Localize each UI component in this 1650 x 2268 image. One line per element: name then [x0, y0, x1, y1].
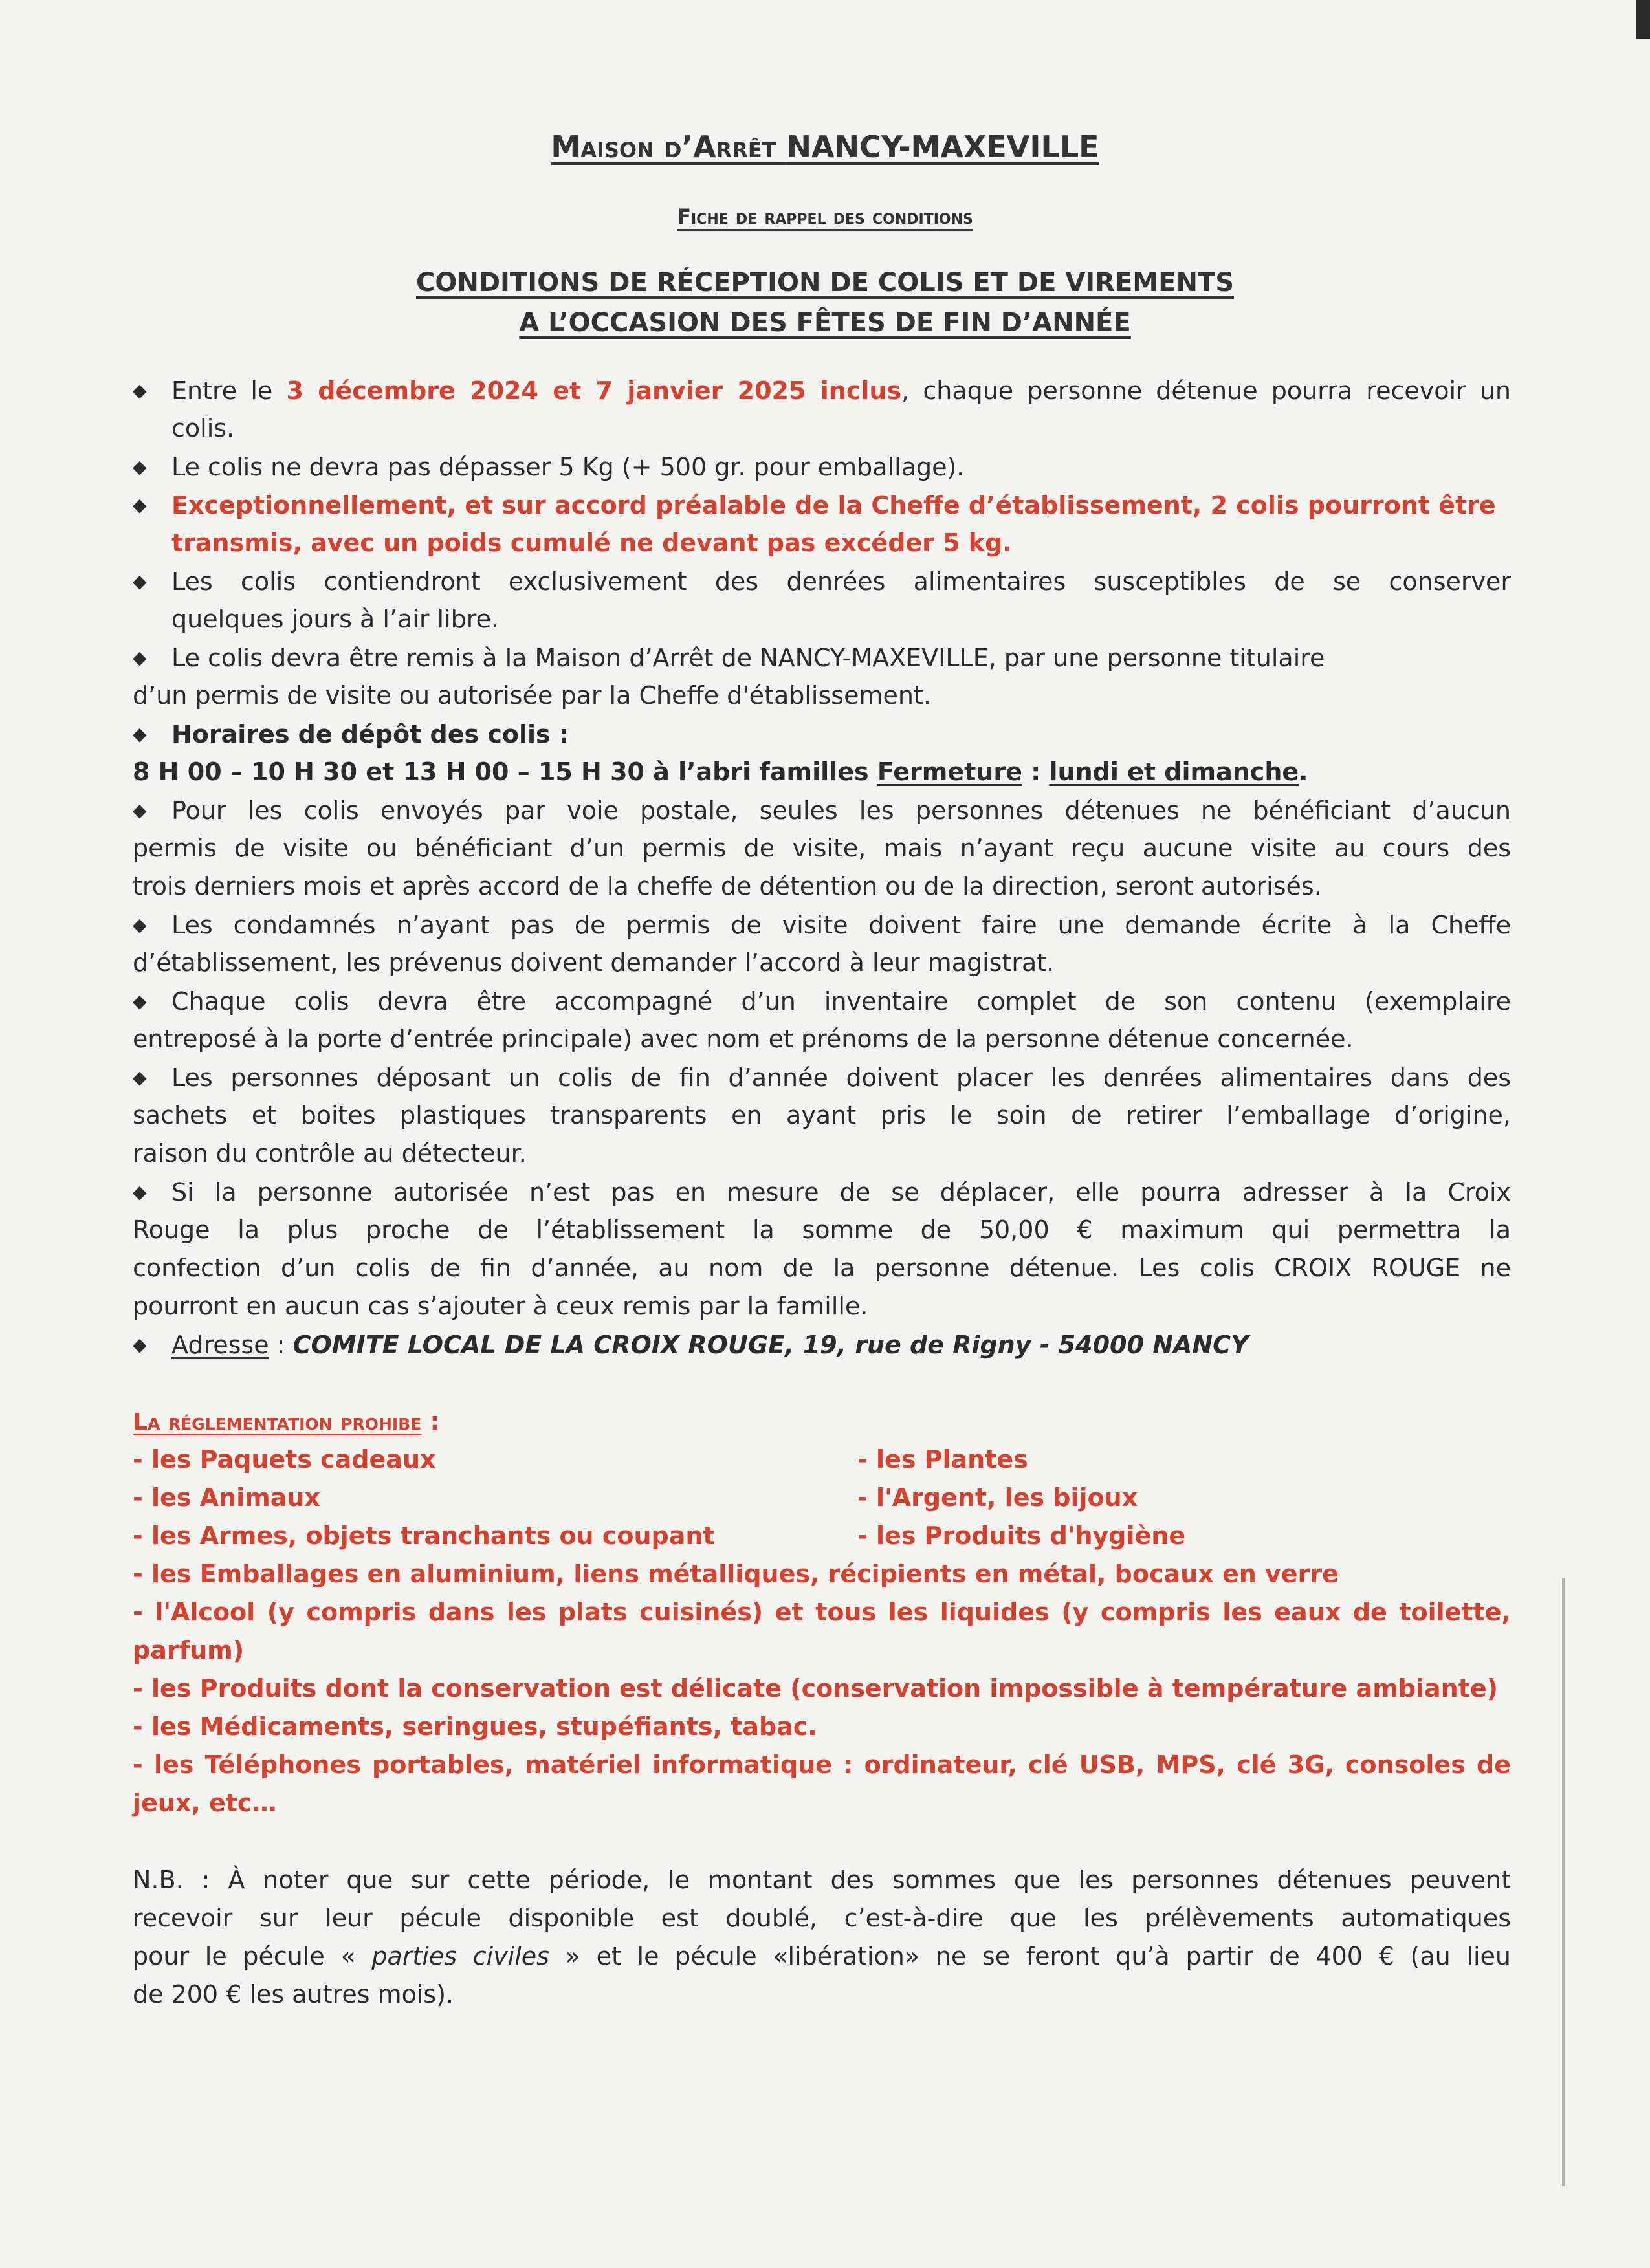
bullet-icon: ◆: [133, 1334, 147, 1355]
scan-edge: [1636, 0, 1650, 39]
list-item: jeux, etc…: [133, 1789, 277, 1817]
list-item: - les Paquets cadeaux - les Plantes: [133, 1445, 1028, 1474]
paragraph-exception: ◆ Exceptionnellement, et sur accord préalable de la Cheffe d’établissement, 2 colis pourront être transmis, avec un poids cumulé ne devant pas excéder 5 kg.: [133, 491, 1496, 557]
list-item: - les Emballages en aluminium, liens métalliques, récipients en métal, bocaux en verre: [133, 1560, 1339, 1588]
paragraph-delivery: ◆ Le colis devra être remis à la Maison d’Arrêt de NANCY-MAXEVILLE, par une personne titulaire d’un permis de visite ou autorisée par la Cheffe d'établissement.: [133, 638, 1511, 715]
bullet-icon: ◆: [133, 1067, 147, 1088]
list-item: - les Médicaments, seringues, stupéfiants, tabac.: [133, 1712, 817, 1741]
list-item: - les Produits dont la conservation est délicate (conservation impossible à température ambiante): [133, 1674, 1499, 1703]
list-item: - les Téléphones portables, matériel informatique : ordinateur, clé USB, MPS, clé 3G, consoles de: [133, 1750, 1511, 1779]
list-item: - l'Alcool (y compris dans les plats cuisinés) et tous les liquides (y compris les eaux de toilette,: [133, 1598, 1511, 1626]
section-heading: [0, 263, 1650, 343]
scan-artifact-line: [1562, 1578, 1565, 2186]
bullet-icon: ◆: [133, 647, 147, 668]
bullet-icon: ◆: [133, 723, 147, 745]
prohibited-title: La réglementation prohibe: [133, 1409, 422, 1435]
document-body: [133, 371, 1511, 2014]
paragraph-content: ◆ Les colis contiendront exclusivement des denrées alimentaires susceptibles de se conserver quelques jours à l’air libre.: [133, 567, 1511, 633]
list-item: - les Animaux - l'Argent, les bijoux: [133, 1483, 1138, 1512]
bullet-icon: ◆: [133, 1181, 147, 1203]
prohibited-section: La réglementation prohibe : - les Paquets cadeaux - les Plantes - les Animaux - l'Argent, les bijoux - les Armes, objets tranchants ou coupant - les Produits d'hygiène - les Emballages en aluminium, liens métalliques, récipients en métal, bocaux en verre - l'Alcool (y compris dans les plats cuisinés) et tous les liquides (y compris les eaux de toilette, parfum) - les Produits dont la conservation est délicate (conservation impossible à température ambiante) - les Médicaments, seringues, stupéfiants, tabac. - les Téléphones portables, matériel informatique : ordinateur, clé USB, MPS, clé 3G, consoles de jeux, etc…: [133, 1402, 1511, 1822]
paragraph-inventory: ◆ Chaque colis devra être accompagné d’un inventaire complet de son contenu (exemplaire entreposé à la porte d’entrée principale) avec nom et prénoms de la personne détenue concernée.: [133, 982, 1511, 1058]
paragraph-postal: ◆ Pour les colis envoyés par voie postale, seules les personnes détenues ne bénéficiant d’aucun permis de visite ou bénéficiant d’un permis de visite, mais n’ayant reçu aucune visite au cours des trois derniers mois et après accord de la cheffe de détention ou de la direction, seront autorisés.: [133, 791, 1511, 906]
paragraph-condemned: ◆ Les condamnés n’ayant pas de permis de visite doivent faire une demande écrite à la Cheffe d’établissement, les prévenus doivent demander l’accord à leur magistrat.: [133, 906, 1511, 982]
bullet-icon: ◆: [133, 990, 147, 1012]
paragraph-hours: ◆ Horaires de dépôt des colis : 8 H 00 – 10 H 30 et 13 H 00 – 15 H 30 à l’abri familles Fermeture : lundi et dimanche.: [133, 715, 1511, 791]
paragraph-address: ◆ Adresse : COMITE LOCAL DE LA CROIX ROUGE, 19, rue de Rigny - 54000 NANCY: [133, 1325, 1511, 1364]
paragraph-red-cross: ◆ Si la personne autorisée n’est pas en mesure de se déplacer, elle pourra adresser à la Croix Rouge la plus proche de l’établissement la somme de 50,00 € maximum qui permettra la confection d’un colis de fin d’année, au nom de la personne détenue. Les colis CROIX ROUGE ne pourront en aucun cas s’ajouter à ceux remis par la famille.: [133, 1173, 1511, 1325]
paragraph-packaging: ◆ Les personnes déposant un colis de fin d’année doivent placer les denrées alimentaires dans des sachets et boites plastiques transparents en ayant pris le soin de retirer l’emballage d’origine, raison du contrôle au détecteur.: [133, 1058, 1511, 1173]
paragraph-dates: ◆ Entre le 3 décembre 2024 et 7 janvier 2025 inclus, chaque personne détenue pourra recevoir un colis.: [133, 376, 1511, 442]
heading-line-2: A L’OCCASION DES FÊTES DE FIN D’ANNÉE: [519, 308, 1131, 338]
bullet-icon: ◆: [133, 800, 147, 821]
nota-bene: N.B. : À noter que sur cette période, le montant des sommes que les personnes détenues peuvent recevoir sur leur pécule disponible est doublé, c’est-à-dire que les prélèvements automatiques pour le pécule « parties civiles » et le pécule «libération» ne se feront qu’à partir de 400 € (au lieu de 200 € les autres mois).: [133, 1866, 1511, 2009]
bullet-icon: ◆: [133, 914, 147, 935]
heading-line-1: CONDITIONS DE RÉCEPTION DE COLIS ET DE VIREMENTS: [415, 268, 1235, 298]
list-item: - les Armes, objets tranchants ou coupant - les Produits d'hygiène: [133, 1521, 1186, 1550]
paragraph-weight: ◆ Le colis ne devra pas dépasser 5 Kg (+ 500 gr. pour emballage).: [133, 453, 965, 481]
document-subtitle: Fiche de rappel des conditions: [677, 204, 973, 229]
list-item: parfum): [133, 1636, 245, 1664]
document-title: Maison d’Arrêt NANCY-MAXEVILLE: [551, 129, 1099, 164]
